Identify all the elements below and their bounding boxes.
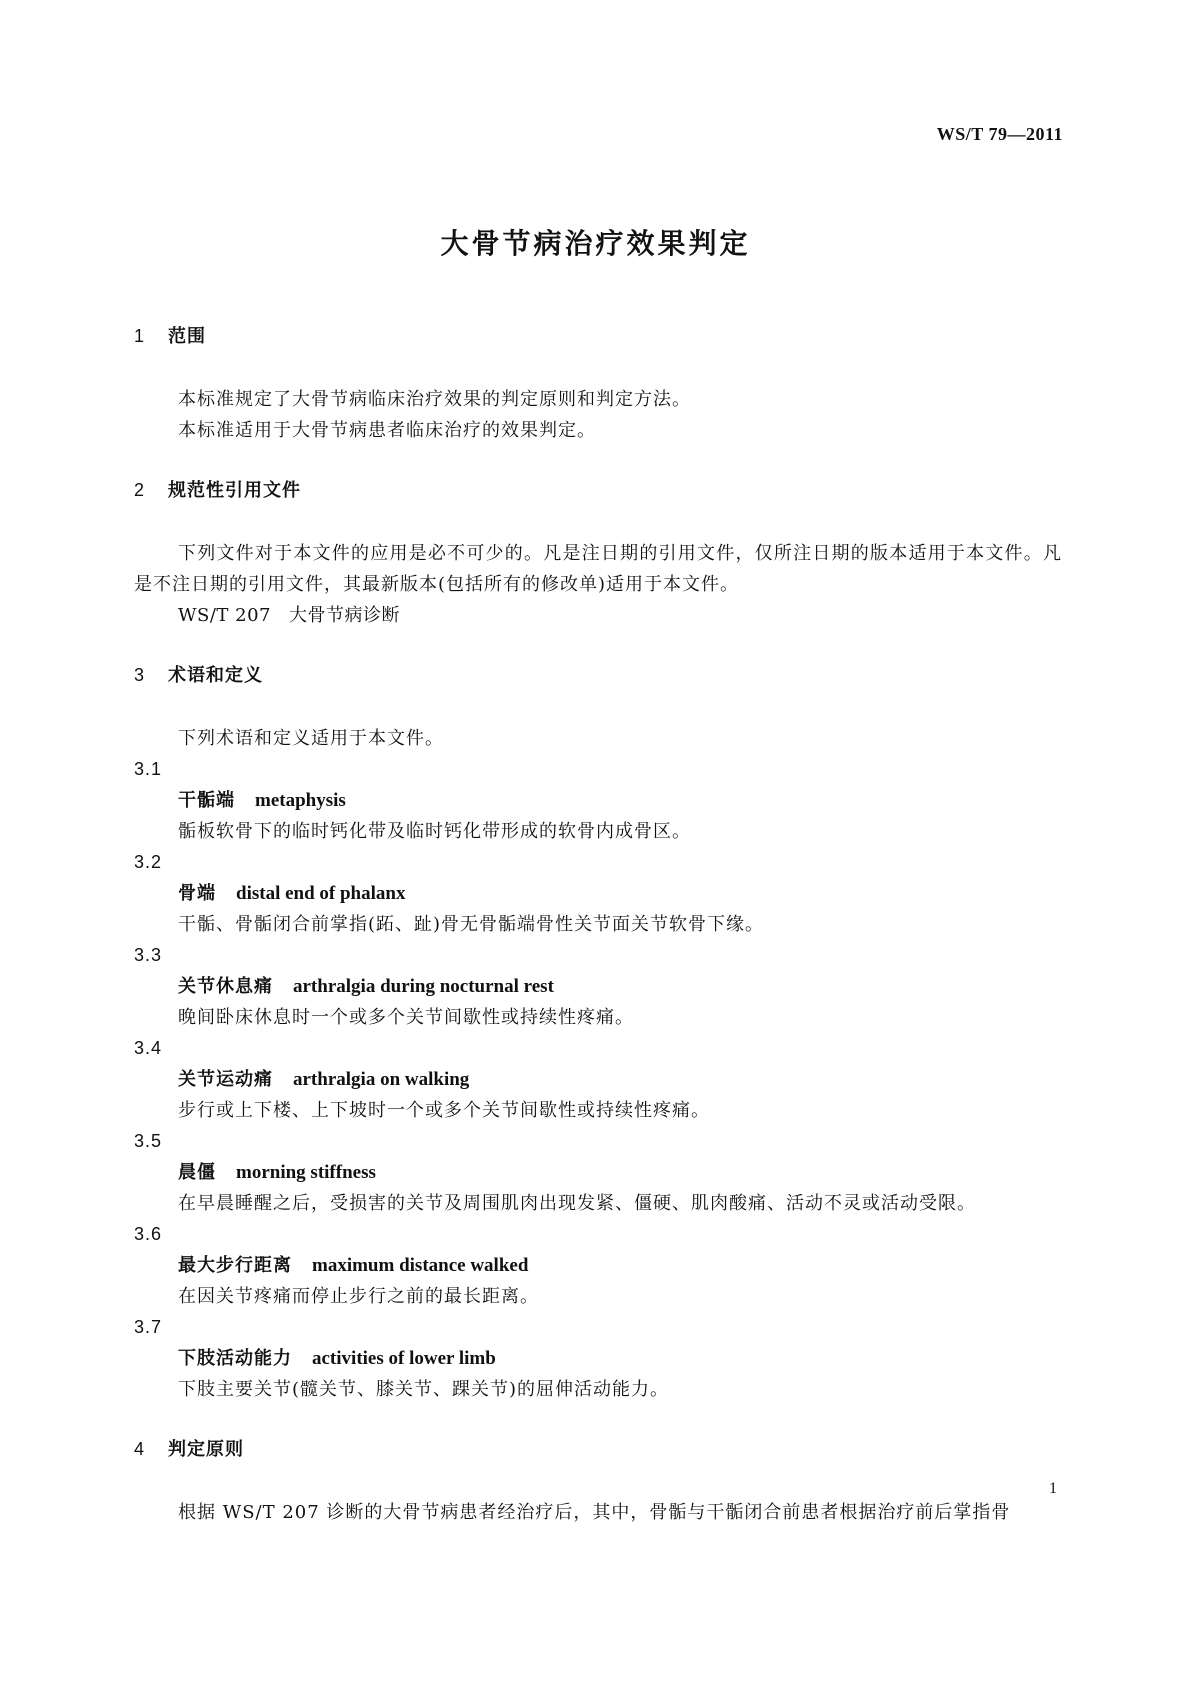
scope-paragraph: 本标准适用于大骨节病患者临床治疗的效果判定。 — [178, 420, 596, 441]
section-1-heading — [134, 322, 1062, 350]
document-code: WS/T 79—2011 — [936, 124, 1063, 144]
term-english: morning stiffness — [236, 1162, 376, 1183]
term-english: arthralgia on walking — [293, 1069, 470, 1090]
clause-number: 3.2 — [134, 852, 163, 872]
clause-number: 3.1 — [134, 759, 163, 779]
term-definition: 下肢主要关节(髋关节、膝关节、踝关节)的屈伸活动能力。 — [178, 1379, 670, 1400]
principle-paragraph: 根据 WS/T 207 诊断的大骨节病患者经治疗后，其中，骨骺与干骺闭合前患者根据治疗前后掌指骨 — [178, 1502, 1011, 1523]
term-english: metaphysis — [255, 790, 346, 811]
term-english: activities of lower limb — [312, 1348, 496, 1369]
term-chinese: 最大步行距离 — [178, 1255, 292, 1276]
clause-number: 3.6 — [134, 1224, 163, 1244]
term-chinese: 下肢活动能力 — [178, 1348, 292, 1369]
term-definition: 步行或上下楼、上下坡时一个或多个关节间歇性或持续性疼痛。 — [178, 1100, 710, 1121]
term-english: maximum distance walked — [312, 1255, 529, 1276]
term-chinese: 晨僵 — [178, 1162, 216, 1183]
term-chinese: 骨端 — [178, 883, 216, 904]
references-paragraph: 下列文件对于本文件的应用是必不可少的。凡是注日期的引用文件，仅所注日期的版本适用于本文件。凡是不注日期的引用文件，其最新版本(包括所有的修改单)适用于本文件。 — [134, 543, 1062, 595]
term-english: distal end of phalanx — [236, 883, 406, 904]
term-definition: 骺板软骨下的临时钙化带及临时钙化带形成的软骨内成骨区。 — [178, 821, 691, 842]
term-definition: 在因关节疼痛而停止步行之前的最长距离。 — [178, 1286, 539, 1307]
term-english: arthralgia during nocturnal rest — [293, 976, 554, 997]
section-4-heading — [134, 1435, 1062, 1463]
reference-title: 大骨节病诊断 — [288, 605, 400, 626]
section-title: 规范性引用文件 — [168, 480, 301, 501]
document-title: 大骨节病治疗效果判定 — [440, 227, 751, 260]
term-entry — [134, 1157, 1062, 1188]
term-entry — [134, 1064, 1062, 1095]
term-entry — [134, 785, 1062, 816]
clause-number: 3.4 — [134, 1038, 163, 1058]
page-number: 1 — [1049, 1480, 1057, 1497]
term-definition: 晚间卧床休息时一个或多个关节间歇性或持续性疼痛。 — [178, 1007, 634, 1028]
section-title: 判定原则 — [168, 1439, 244, 1460]
terms-intro: 下列术语和定义适用于本文件。 — [178, 728, 444, 749]
term-entry — [134, 1343, 1062, 1374]
reference-code: WS/T 207 — [178, 605, 271, 626]
term-definition: 干骺、骨骺闭合前掌指(跖、趾)骨无骨骺端骨性关节面关节软骨下缘。 — [178, 914, 765, 935]
section-3-heading — [134, 661, 1062, 689]
section-2-heading — [134, 476, 1062, 504]
section-number: 2 — [134, 480, 146, 500]
section-number: 3 — [134, 665, 146, 685]
clause-number: 3.3 — [134, 945, 163, 965]
term-entry — [134, 878, 1062, 909]
term-entry — [134, 1250, 1062, 1281]
section-title: 术语和定义 — [168, 665, 263, 686]
term-entry — [134, 971, 1062, 1002]
reference-entry — [134, 600, 1062, 631]
section-title: 范围 — [168, 326, 206, 347]
section-number: 4 — [134, 1439, 146, 1459]
scope-paragraph: 本标准规定了大骨节病临床治疗效果的判定原则和判定方法。 — [178, 389, 691, 410]
clause-number: 3.7 — [134, 1317, 163, 1337]
term-definition: 在早晨睡醒之后，受损害的关节及周围肌肉出现发紧、僵硬、肌肉酸痛、活动不灵或活动受限。 — [178, 1193, 976, 1214]
section-number: 1 — [134, 326, 146, 346]
term-chinese: 关节运动痛 — [178, 1069, 273, 1090]
term-chinese: 干骺端 — [178, 790, 235, 811]
clause-number: 3.5 — [134, 1131, 163, 1151]
document-body — [134, 322, 1062, 1528]
term-chinese: 关节休息痛 — [178, 976, 273, 997]
